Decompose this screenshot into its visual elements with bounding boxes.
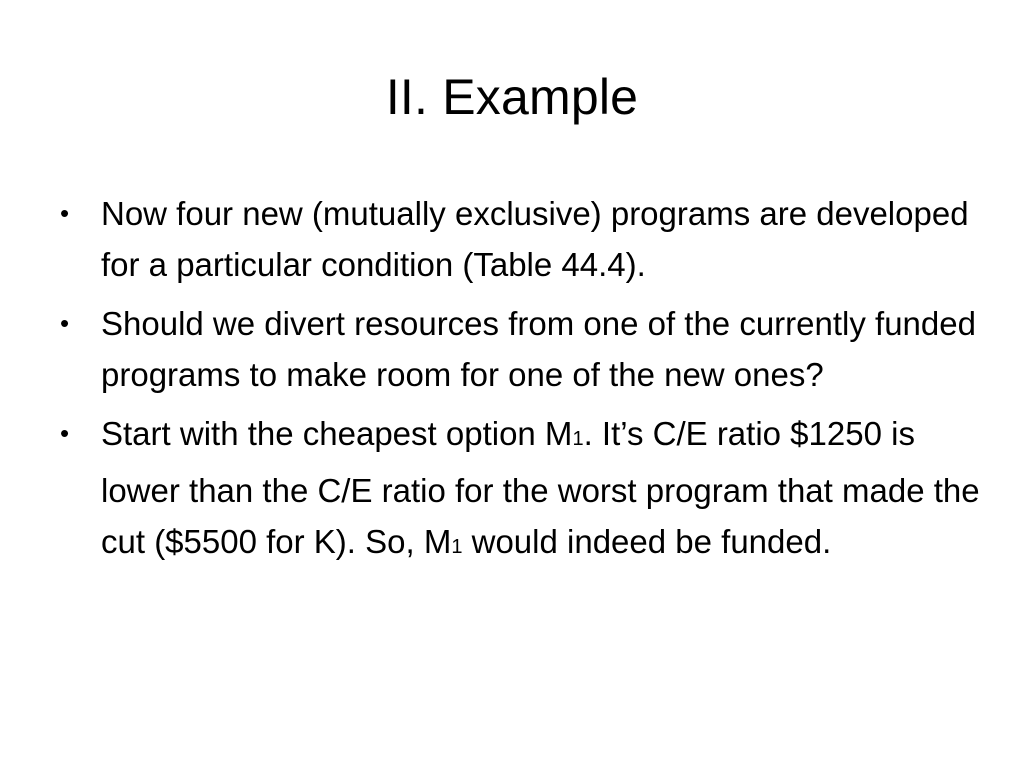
bullet-text-part: . It’s C/E ratio $1250 is lower than the C/E ratio for the worst program that made the cut ($5500 for K). So, M	[101, 415, 980, 560]
bullet-text: Now four new (mutually exclusive) programs are developed for a particular condition (Table 44.4).	[101, 195, 969, 283]
bullet-dot-icon: •	[60, 308, 70, 338]
bullet-text-part: Start with the cheapest option M	[101, 415, 573, 452]
bullet-list	[60, 188, 980, 581]
slide-title: II. Example	[385, 69, 639, 125]
subscript: 1	[572, 428, 584, 450]
subscript: 1	[451, 536, 463, 558]
bullet-text: Should we divert resources from one of the currently funded programs to make room for one of the new ones?	[101, 305, 976, 393]
bullet-item	[60, 298, 980, 400]
bullet-dot-icon: •	[60, 198, 70, 228]
bullet-text	[101, 415, 980, 560]
bullet-item	[60, 408, 980, 573]
bullet-dot-icon: •	[60, 418, 70, 448]
bullet-text-part: would indeed be funded.	[462, 523, 832, 560]
bullet-item	[60, 188, 980, 290]
